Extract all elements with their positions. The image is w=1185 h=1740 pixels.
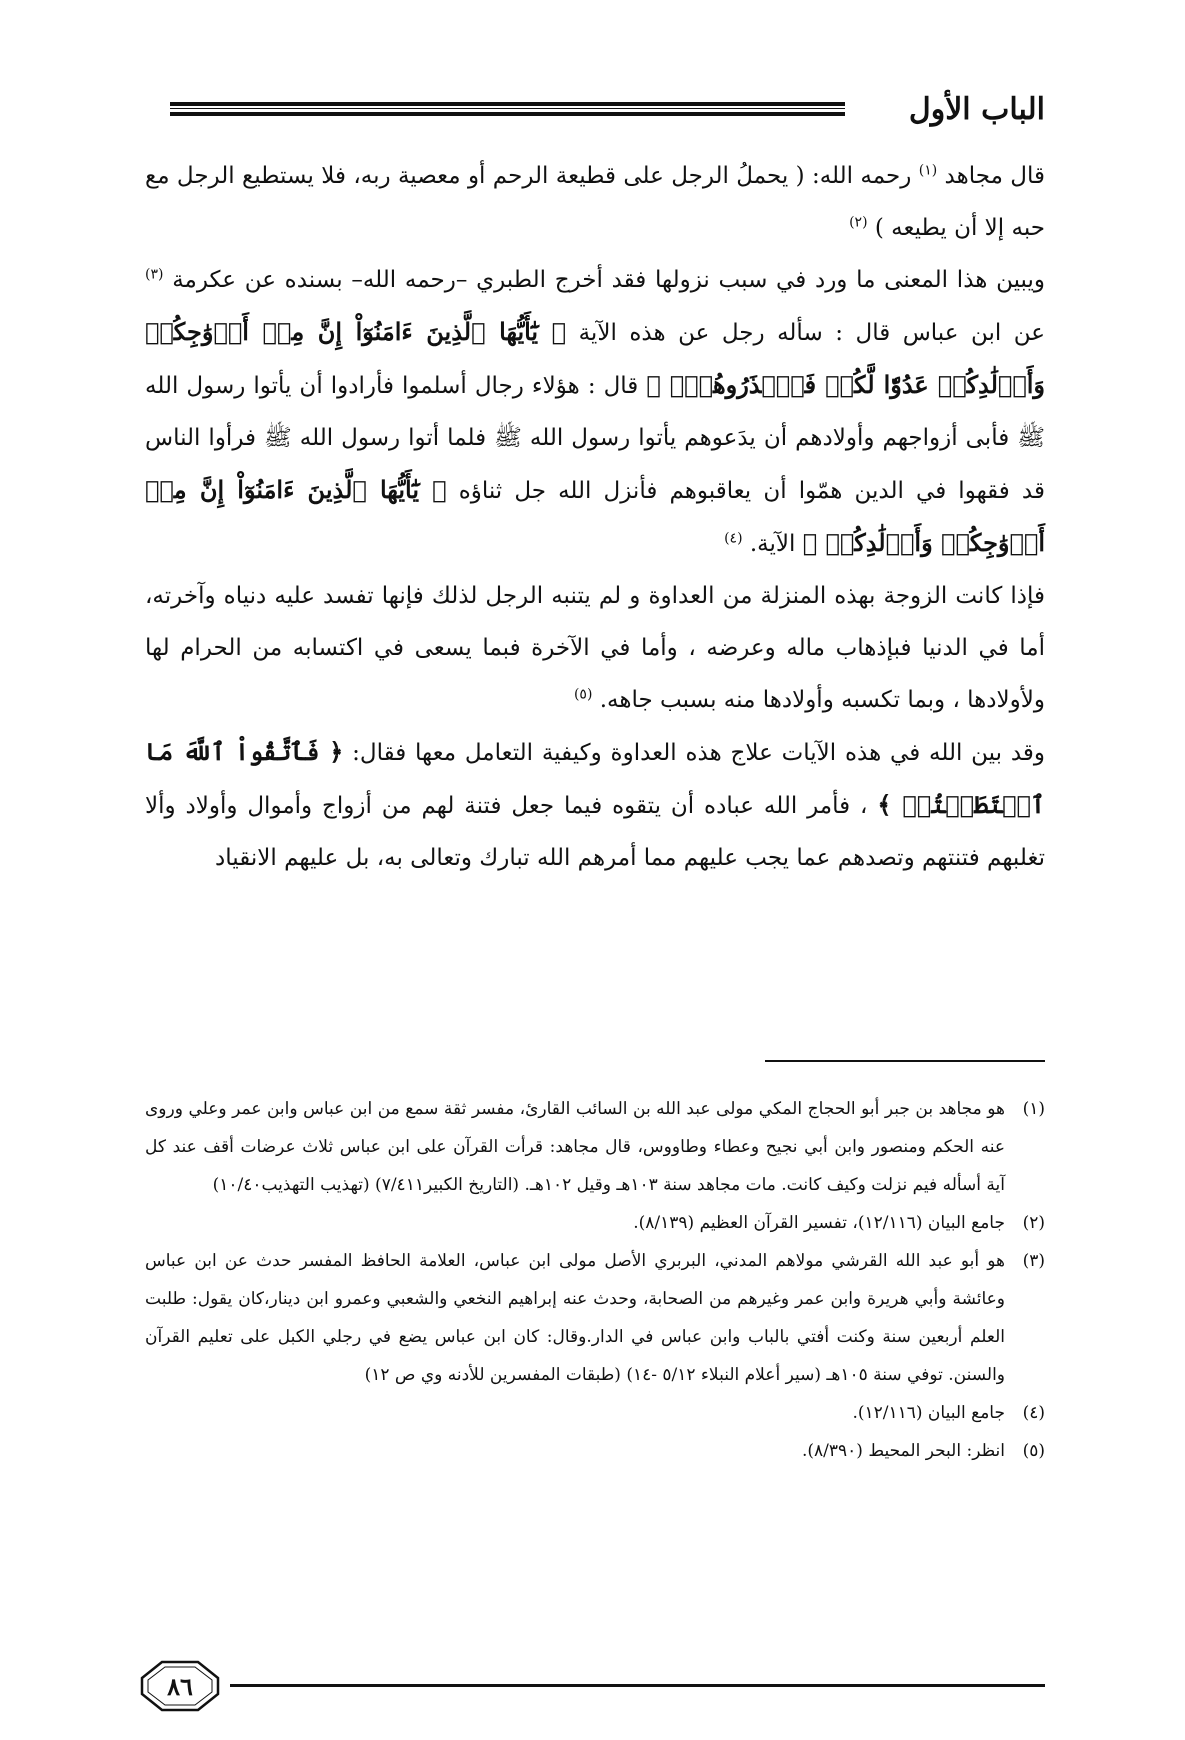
footnotes [145, 1090, 1045, 1470]
footnote-2 [145, 1204, 1045, 1242]
footnote-ref-2: (٢) [849, 214, 868, 231]
footnote-ref-1: (١) [918, 162, 938, 179]
main-text [145, 150, 1045, 884]
footnote-text: انظر: البحر المحيط (٨/٣٩٠). [801, 1441, 1005, 1461]
page-number-badge [140, 1660, 220, 1712]
paragraph-4: وقد بين الله في هذه الآيات علاج هذه العداوة وكيفية التعامل معها فقال: ﴿ فَٱتَّقُواْ ٱللَّهَ مَا ٱسۡتَطَعۡتُمۡ ﴾ ، فأمر الله عباده أن يتقوه فيما جعل فتنة لهم من أزواج وأموال وأولاد وألا تغلبهم فتنتهم وتصدهم عما يجب عليهم مما أمرهم الله تبارك وتعالى به، بل عليهم الانقياد [145, 737, 1045, 871]
quran-verse: ﴿ فَٱتَّقُواْ ٱللَّهَ مَا ٱسۡتَطَعۡتُمۡ ﴾ [145, 737, 1045, 819]
paragraph-2: ويبين هذا المعنى ما ورد في سبب نزولها فقد أخرج الطبري –رحمه الله– بسنده عن عكرمة $^{(٣)}$ عن ابن عباس قال : سأله رجل عن هذه الآية ﴿ يَٰٓأَيُّهَا ٱلَّذِينَ ءَامَنُوٓاْ إِنَّ مِنۡ أَزۡوَٰجِكُمۡ وَأَوۡلَٰدِكُمۡ عَدُوّٗا لَّكُمۡ فَٱحۡذَرُوهُمۡۚ ﴾ قال : هؤلاء رجال أسلموا فأرادوا أن يأتوا رسول الله ﷺ فأبى أزواجهم وأولادهم أن يدَعوهم يأتوا رسول الله ﷺ فلما أتوا رسول الله ﷺ فرأوا الناس قد فقهوا في الدين همّوا أن يعاقبوهم فأنزل الله جل ثناؤه ﴿ يَٰٓأَيُّهَا ٱلَّذِينَ ءَامَنُوٓاْ إِنَّ مِنۡ أَزۡوَٰجِكُمۡ وَأَوۡلَٰدِكُمۡ ﴾ الآية. $^{(٤)}$ [145, 266, 1046, 557]
footnote-ref-3: (٣) [145, 266, 164, 283]
footnote-ref-4: (٤) [724, 530, 743, 547]
paragraph-3: فإذا كانت الزوجة بهذه المنزلة من العداوة و لم يتنبه الرجل لذلك فإنها تفسد عليه دنياه وآخرته، أما في الدنيا فبإذهاب ماله وعرضه ، وأما في الآخرة فبما يسعى في اكتسابه من الحرام لها ولأولادها ، وبما تكسبه وأولادها منه بسبب جاهه. $^{(٥)}$ [145, 583, 1045, 713]
paragraph-1: قال مجاهد $^{(١)}$ رحمه الله: ( يحملُ الرجل على قطيعة الرحم أو معصية ربه، فلا يستطيع الرجل مع حبه إلا أن يطيعه ) $^{(٢)}$ [145, 162, 1045, 241]
footnote-4 [145, 1394, 1045, 1432]
footnote-text: جامع البيان (١٢/١١٦)، تفسير القرآن العظيم (٨/١٣٩). [633, 1213, 1005, 1233]
footnote-5 [145, 1432, 1045, 1470]
footnote-number: (٥) [1022, 1441, 1045, 1461]
footnote-separator [765, 1060, 1045, 1062]
footnote-number: (٤) [1022, 1403, 1045, 1423]
footnote-1 [145, 1090, 1045, 1204]
page-number: ٨٦ [167, 1671, 193, 1701]
footnote-number: (٣) [1022, 1251, 1045, 1271]
footnote-text: هو أبو عبد الله القرشي مولاهم المدني، البربري الأصل مولى ابن عباس، العلامة الحافظ المفسر حدث عن ابن عباس وعائشة وأبي هريرة وابن عمر وغيرهم من الصحابة، وحدث عنه إبراهيم النخعي والشعبي وعمرو ابن دينار،كان يقول: طلبت العلم أربعين سنة وكنت أفتي بالباب وابن عباس في الدار.وقال: كان ابن عباس يضع في رجلي الكبل على تعليم القرآن والسنن. توفي سنة ١٠٥هـ (سير أعلام النبلاء ٥/١٢ -١٤) (طبقات المفسرين للأدنه وي ص ١٢) [145, 1251, 1005, 1385]
quran-verse: ﴿ يَٰٓأَيُّهَا ٱلَّذِينَ ءَامَنُوٓاْ إِنَّ مِنۡ أَزۡوَٰجِكُمۡ وَأَوۡلَٰدِكُمۡ ﴾ [145, 475, 1045, 557]
footnote-number: (٢) [1022, 1213, 1045, 1233]
header-rule [170, 102, 845, 116]
quran-verse: ﴿ يَٰٓأَيُّهَا ٱلَّذِينَ ءَامَنُوٓاْ إِنَّ مِنۡ أَزۡوَٰجِكُمۡ وَأَوۡلَٰدِكُمۡ عَدُوّٗا لَّكُمۡ فَٱحۡذَرُوهُمۡۚ ﴾ [145, 317, 1045, 399]
footnote-text: جامع البيان (١٢/١١٦). [852, 1403, 1005, 1423]
footnote-number: (١) [1022, 1099, 1045, 1119]
footer-rule [230, 1684, 1045, 1687]
page-footer [140, 1660, 1045, 1720]
footnote-ref-5: (٥) [573, 686, 593, 703]
chapter-header [170, 92, 1045, 132]
chapter-title: الباب الأول [908, 92, 1045, 127]
footnote-3 [145, 1242, 1045, 1394]
footnote-text: هو مجاهد بن جبر أبو الحجاج المكي مولى عبد الله بن السائب القارئ، مفسر ثقة سمع من ابن عباس وابن عمر وعلي وروى عنه الحكم ومنصور وابن أبي نجيح وعطاء وطاووس، قال مجاهد: قرأت القرآن على ابن عباس ثلاث عرضات أقف عند كل آية أسأله فيم نزلت وكيف كانت. مات مجاهد سنة ١٠٣هـ وقيل ١٠٢هـ. (التاريخ الكبير٧/٤١١) (تهذيب التهذيب١٠/٤٠) [145, 1099, 1005, 1195]
